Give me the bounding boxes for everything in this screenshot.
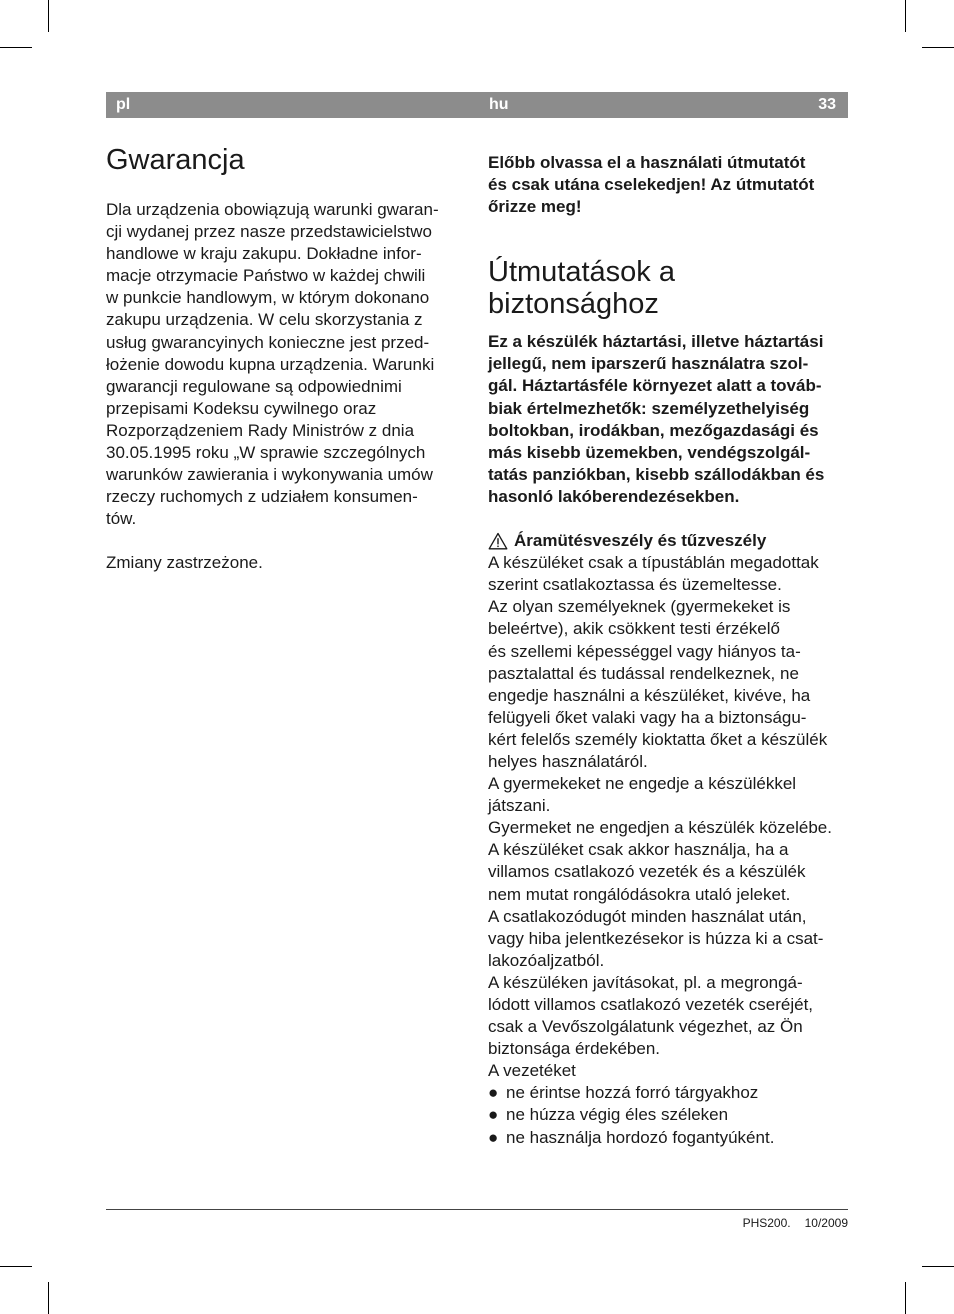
text-line: engedje használni a készüléket, kivéve, ha bbox=[488, 685, 811, 705]
text-line: A készüléken javításokat, pl. a megrongá- bbox=[488, 972, 803, 992]
text-line: őrizze meg! bbox=[488, 197, 582, 217]
intro-notice bbox=[488, 152, 850, 218]
text-line: A gyermekeket ne engedje a készülékkel bbox=[488, 774, 797, 794]
text-line: warunków zawierania i wykonywania umów bbox=[106, 465, 433, 485]
crop-mark bbox=[922, 1266, 954, 1267]
safety-title bbox=[488, 256, 850, 320]
text-line: villamos csatlakozó vezeték és a készülék bbox=[488, 862, 806, 882]
warranty-text bbox=[106, 199, 468, 530]
text-line: boltokban, irodákban, mezőgazdasági és bbox=[488, 420, 819, 440]
text-line: Gyermeket ne engedjen a készülék közelébe. bbox=[488, 818, 832, 838]
text-line: Előbb olvassa el a használati útmutatót bbox=[488, 153, 806, 172]
text-line: biztonsága érdekében. bbox=[488, 1039, 661, 1059]
bullet-icon: ● bbox=[488, 1127, 499, 1147]
text-line: játszani. bbox=[488, 796, 551, 816]
warning-heading bbox=[488, 530, 850, 552]
text-line: hasonló lakóberendezésekben. bbox=[488, 486, 740, 506]
text-line: más kisebb üzemekben, vendégszolgál- bbox=[488, 442, 811, 462]
crop-mark bbox=[922, 47, 954, 48]
text-line: pasztalattal és tudással rendelkeznek, ne bbox=[488, 663, 799, 683]
text-line: zakupu urządzenia. W celu skorzystania z bbox=[106, 310, 423, 330]
household-use-text bbox=[488, 331, 850, 508]
crop-mark bbox=[905, 0, 906, 32]
footer-date: 10/2009 bbox=[804, 1216, 848, 1230]
text-line: gwarancji regulowane są odpowiednimi bbox=[106, 376, 402, 396]
warning-triangle-icon bbox=[488, 532, 508, 550]
page-header-bar bbox=[106, 92, 848, 118]
footer-model: PHS200. bbox=[742, 1216, 791, 1230]
text-line: lakozóaljzatból. bbox=[488, 950, 605, 970]
text-line: nem mutat rongálódásokra utaló jeleket. bbox=[488, 884, 791, 904]
text-line: Az olyan személyeknek (gyermekeket is bbox=[488, 597, 791, 617]
text-line: handlowe w kraju zakupu. Dokładne infor- bbox=[106, 244, 422, 264]
text-line: szerint csatlakoztassa és üzemeltesse. bbox=[488, 575, 782, 595]
text-line: felügyeli őket valaki vagy ha a biztonságu- bbox=[488, 707, 807, 727]
crop-mark bbox=[905, 1282, 906, 1314]
text-line: lódott villamos csatlakozó vezeték cseréjét, bbox=[488, 995, 814, 1014]
text-line: A készüléket csak a típustáblán megadottak bbox=[488, 553, 819, 573]
text-line: łożenie dowodu kupna urządzenia. Warunki bbox=[106, 354, 435, 374]
text-line: beleértve), akik csökkent testi érzékelő bbox=[488, 619, 780, 639]
cord-bullet-list bbox=[488, 1082, 850, 1148]
text-line: przepisami Kodeksu cywilnego oraz bbox=[106, 398, 377, 418]
text-line: jellegű, nem iparszerű használatra szol- bbox=[488, 354, 809, 374]
list-item bbox=[488, 1127, 850, 1149]
title-line: biztonsághoz bbox=[488, 288, 659, 321]
text-line: csak a Vevőszolgálatunk végezhet, az Ön bbox=[488, 1017, 803, 1037]
text-line: A készüléket csak akkor használja, ha a bbox=[488, 840, 789, 860]
text-line: Rozporządzeniem Rady Ministrów z dnia bbox=[106, 420, 415, 440]
list-item-text: ne érintse hozzá forró tárgyakhoz bbox=[506, 1083, 759, 1103]
list-item bbox=[488, 1104, 850, 1126]
text-line: tów. bbox=[106, 509, 137, 529]
warning-text bbox=[488, 552, 850, 1082]
crop-mark bbox=[48, 1282, 49, 1314]
warranty-title: Gwarancja bbox=[106, 144, 245, 176]
list-item-text: ne húzza végig éles széleken bbox=[506, 1105, 729, 1125]
right-column bbox=[488, 152, 850, 1149]
bullet-icon: ● bbox=[488, 1105, 499, 1125]
text-line: biak értelmezhetők: személyzethelyiség bbox=[488, 398, 810, 418]
text-line: kért felelős személy kioktatta őket a készülék bbox=[488, 729, 828, 749]
text-line: Dla urządzenia obowiązują warunki gwaran- bbox=[106, 200, 439, 219]
changes-reserved-note: Zmiany zastrzeżone. bbox=[106, 553, 263, 573]
text-line: és szellemi képességgel vagy hiányos ta- bbox=[488, 641, 801, 661]
text-line: usług gwarancyinych konieczne jest przed- bbox=[106, 332, 430, 352]
header-lang-hu: hu bbox=[489, 96, 509, 113]
list-item-text: ne használja hordozó fogantyúként. bbox=[506, 1127, 775, 1147]
crop-mark bbox=[0, 1266, 32, 1267]
text-line: helyes használatáról. bbox=[488, 751, 648, 771]
bullet-icon: ● bbox=[488, 1083, 499, 1103]
text-line: 30.05.1995 roku „W sprawie szczególnych bbox=[106, 443, 426, 463]
text-line: tatás panziókban, kisebb szállodákban és bbox=[488, 464, 825, 484]
warning-heading-text: Áramütésveszély és tűzveszély bbox=[514, 531, 767, 551]
title-line: Útmutatások a bbox=[488, 256, 675, 289]
text-line: A csatlakozódugót minden használat után, bbox=[488, 906, 807, 926]
text-line: cji wydanej przez nasze przedstawicielstwo bbox=[106, 222, 432, 242]
page-number: 33 bbox=[818, 96, 836, 113]
text-line: Ez a készülék háztartási, illetve háztartási bbox=[488, 332, 824, 352]
text-line: A vezetéket bbox=[488, 1061, 576, 1081]
text-line: w punkcie handlowym, w którym dokonano bbox=[106, 288, 430, 308]
page-footer bbox=[743, 1216, 848, 1230]
text-line: és csak utána cselekedjen! Az útmutatót bbox=[488, 175, 815, 195]
left-column bbox=[106, 144, 468, 575]
footer-divider bbox=[106, 1209, 848, 1210]
crop-mark bbox=[0, 47, 32, 48]
text-line: rzeczy ruchomych z udziałem konsumen- bbox=[106, 487, 418, 507]
text-line: macje otrzymacie Państwo w każdej chwili bbox=[106, 266, 426, 286]
header-lang-pl: pl bbox=[116, 96, 131, 113]
text-line: vagy hiba jelentkezésekor is húzza ki a csat- bbox=[488, 928, 824, 948]
list-item bbox=[488, 1082, 850, 1104]
crop-mark bbox=[48, 0, 49, 32]
text-line: gál. Háztartásféle környezet alatt a továb- bbox=[488, 376, 822, 396]
